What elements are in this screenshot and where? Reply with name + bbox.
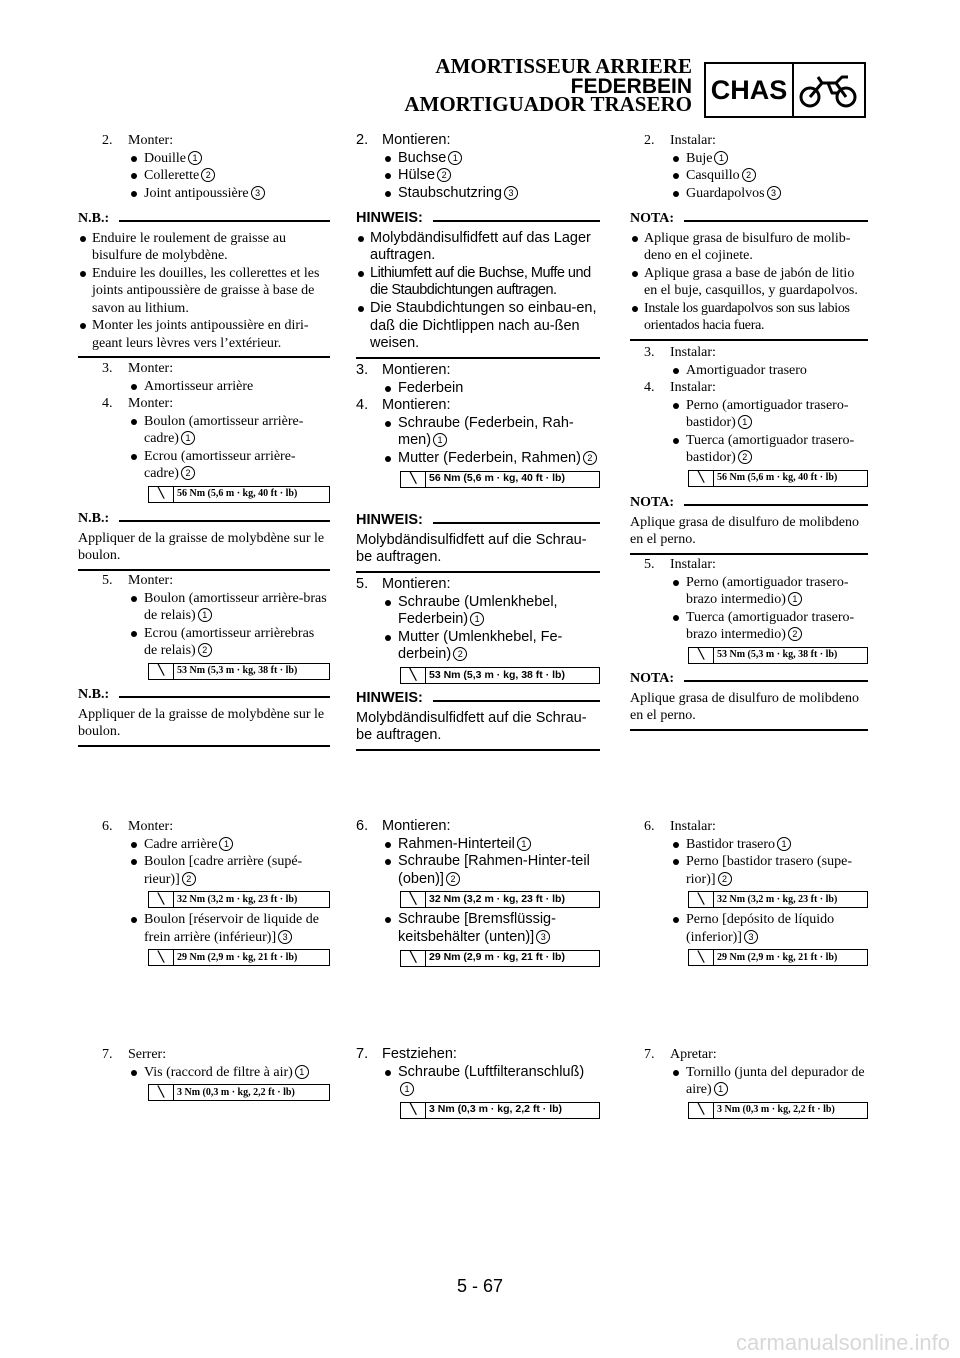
callout-2: 2 <box>181 466 195 480</box>
callout-1: 1 <box>738 415 752 429</box>
title-german: FEDERBEIN <box>570 75 692 98</box>
wrench-icon: ╲ <box>689 1103 714 1118</box>
torque-value: 56 Nm (5,6 m · kg, 40 ft · lb) <box>177 488 298 500</box>
callout-1: 1 <box>198 608 212 622</box>
torque-spec <box>148 486 330 503</box>
section-label: CHAS <box>706 64 794 116</box>
es-note-1 <box>630 210 868 341</box>
step-number: 6. <box>644 819 655 834</box>
torque-value: 3 Nm (0,3 m · kg, 2,2 ft · lb) <box>429 1103 563 1116</box>
callout-2: 2 <box>788 627 802 641</box>
callout-1: 1 <box>470 612 484 626</box>
step-label: Serrer: <box>128 1047 167 1062</box>
step-label: Montieren: <box>382 818 451 834</box>
torque-value: 53 Nm (5,3 m · kg, 38 ft · lb) <box>717 649 838 661</box>
callout-1: 1 <box>188 151 202 165</box>
note-text: Molybdändisulfidfett auf die Schrau-be auftragen. <box>356 531 587 566</box>
step-label: Monter: <box>128 361 174 376</box>
es-step-7 <box>630 1046 868 1122</box>
step-label: Instalar: <box>670 345 716 360</box>
step-number: 2. <box>356 132 369 148</box>
item: Rahmen-Hinterteil <box>398 835 515 852</box>
wrench-icon: ╲ <box>149 664 174 679</box>
de-step-2 <box>356 132 600 202</box>
item: Schraube [Bremsflüssig-keitsbehälter (unten)] <box>398 911 556 945</box>
step-number: 2. <box>644 133 655 148</box>
note-item: Die Staubdichtungen so einbau-en, daß die Dichtlippen nach au-ßen weisen. <box>356 300 600 353</box>
es-note-3 <box>630 670 868 731</box>
item: Ecrou (amortisseur arrièrebras de relais) <box>144 625 315 658</box>
item: Buje <box>686 150 713 166</box>
step-label: Montieren: <box>382 132 451 148</box>
wrench-icon: ╲ <box>401 668 426 683</box>
note-text: Aplique grasa de disulfuro de molibdeno en el perno. <box>630 690 860 723</box>
note-item: Enduire les douilles, les collerettes et les joints antipoussière de graisse à base de savon au lithium. <box>78 265 330 318</box>
item: Schraube (Luftfilteranschluß) <box>398 1063 585 1080</box>
torque-value: 32 Nm (3,2 m · kg, 23 ft · lb) <box>429 893 565 906</box>
wrench-icon: ╲ <box>401 1103 426 1118</box>
callout-2: 2 <box>738 450 752 464</box>
es-step-6 <box>630 818 868 969</box>
item: Cadre arrière <box>144 836 218 852</box>
wrench-icon: ╲ <box>689 471 714 486</box>
step-number: 5. <box>102 573 113 588</box>
step-number: 3. <box>356 362 369 378</box>
item: Mutter (Umlenkhebel, Fe-derbein) <box>398 628 563 663</box>
de-note-1 <box>356 210 600 359</box>
es-step-3-4 <box>630 344 868 490</box>
item: Hülse <box>398 167 436 184</box>
callout-1: 1 <box>219 837 233 851</box>
torque-spec <box>148 663 330 680</box>
step-number: 6. <box>102 819 113 834</box>
torque-spec <box>148 1084 330 1101</box>
step-number: 5. <box>356 576 369 592</box>
step-label: Monter: <box>128 396 174 411</box>
fr-note-3 <box>78 686 330 747</box>
torque-value: 29 Nm (2,9 m · kg, 21 ft · lb) <box>429 951 565 964</box>
note-head: HINWEIS: <box>356 690 423 706</box>
item: Schraube (Federbein, Rah-men) <box>398 414 574 449</box>
callout-2: 2 <box>198 643 212 657</box>
note-item: Lithiumfett auf die Buchse, Muffe und die Staubdichtungen auftragen. <box>356 265 600 300</box>
torque-spec <box>688 470 868 487</box>
callout-1: 1 <box>714 1082 728 1096</box>
callout-2: 2 <box>583 451 597 465</box>
item: Schraube [Rahmen-Hinter-teil (oben)] <box>398 853 590 887</box>
callout-2: 2 <box>182 872 196 886</box>
step-label: Monter: <box>128 819 174 834</box>
wrench-icon: ╲ <box>149 892 174 907</box>
torque-value: 29 Nm (2,9 m · kg, 21 ft · lb) <box>177 951 298 963</box>
fr-note-2 <box>78 510 330 571</box>
note-text: Aplique grasa de disulfuro de molibdeno en el perno. <box>630 514 860 547</box>
step-label: Montieren: <box>382 362 451 378</box>
callout-1: 1 <box>400 1082 414 1096</box>
callout-2: 2 <box>453 647 467 661</box>
callout-2: 2 <box>201 168 215 182</box>
callout-1: 1 <box>448 151 462 165</box>
title-spanish: AMORTIGUADOR TRASERO <box>404 92 692 116</box>
torque-spec <box>148 949 330 966</box>
de-step-6 <box>356 818 600 970</box>
es-note-2 <box>630 494 868 555</box>
note-head: HINWEIS: <box>356 512 423 528</box>
torque-spec <box>400 471 600 488</box>
note-text: Molybdändisulfidfett auf die Schrau-be auftragen. <box>356 709 587 744</box>
callout-3: 3 <box>251 186 265 200</box>
de-step-7 <box>356 1046 600 1122</box>
step-label: Festziehen: <box>382 1046 457 1062</box>
note-head: HINWEIS: <box>356 210 423 226</box>
step-label: Instalar: <box>670 133 716 148</box>
item: Tornillo (junta del depurador de aire) <box>686 1064 865 1097</box>
step-label: Montieren: <box>382 397 451 414</box>
note-head: N.B.: <box>78 211 110 226</box>
callout-3: 3 <box>504 186 518 200</box>
item: Perno [depósito de líquido (inferior)] <box>686 912 835 945</box>
item: Boulon (amortisseur arrière-cadre) <box>144 413 304 446</box>
torque-spec <box>688 647 868 664</box>
item: Tuerca (amortiguador trasero-brazo intermedio) <box>686 609 855 642</box>
note-item: Enduire le roulement de graisse au bisulfure de molybdène. <box>78 230 330 265</box>
item: Amortisseur arrière <box>128 378 330 396</box>
fr-step-2 <box>78 132 330 202</box>
note-item: Monter les joints antipoussière en diri-geant leurs lèvres vers l’extérieur. <box>78 317 330 352</box>
note-head: NOTA: <box>630 671 675 686</box>
note-head: N.B.: <box>78 511 110 526</box>
fr-note-1 <box>78 210 330 358</box>
item: Guardapolvos <box>686 185 765 201</box>
callout-1: 1 <box>788 592 802 606</box>
torque-spec <box>688 1102 868 1119</box>
wrench-icon: ╲ <box>689 648 714 663</box>
step-number: 3. <box>644 345 655 360</box>
callout-1: 1 <box>517 837 531 851</box>
item: Joint antipoussière <box>144 185 249 201</box>
callout-2: 2 <box>437 168 451 182</box>
torque-value: 53 Nm (5,3 m · kg, 38 ft · lb) <box>177 665 298 677</box>
wrench-icon: ╲ <box>401 951 426 966</box>
de-step-3-4 <box>356 362 600 491</box>
torque-spec <box>400 667 600 684</box>
step-number: 4. <box>356 397 369 414</box>
item: Tuerca (amortiguador trasero-bastidor) <box>686 432 855 465</box>
item: Boulon [cadre arrière (supé-rieur)] <box>144 854 303 887</box>
step-number: 2. <box>102 133 113 148</box>
callout-3: 3 <box>278 930 292 944</box>
step-label: Apretar: <box>670 1047 717 1062</box>
callout-3: 3 <box>744 930 758 944</box>
torque-spec <box>688 891 868 908</box>
wrench-icon: ╲ <box>401 892 426 907</box>
watermark: carmanualsonline.info <box>735 1330 950 1355</box>
page-number: 5 - 67 <box>456 1276 504 1296</box>
fr-step-6 <box>78 818 330 969</box>
de-note-3 <box>356 690 600 751</box>
item: Federbein <box>382 380 600 398</box>
torque-value: 32 Nm (3,2 m · kg, 23 ft · lb) <box>177 893 298 905</box>
step-number: 7. <box>644 1047 655 1062</box>
item: Ecrou (amortisseur arrière-cadre) <box>144 448 296 481</box>
item: Mutter (Federbein, Rahmen) <box>398 449 581 466</box>
note-head: NOTA: <box>630 211 675 226</box>
note-item: Aplique grasa de bisulfuro de molib-deno en el cojinete. <box>630 230 868 265</box>
torque-spec <box>400 891 600 908</box>
step-number: 6. <box>356 818 369 834</box>
title-french: AMORTISSEUR ARRIERE <box>435 54 692 78</box>
de-note-2 <box>356 512 600 573</box>
torque-spec <box>688 949 868 966</box>
callout-1: 1 <box>433 433 447 447</box>
wrench-icon: ╲ <box>689 950 714 965</box>
wrench-icon: ╲ <box>689 892 714 907</box>
torque-spec <box>400 1102 600 1119</box>
item: Perno (amortiguador trasero-brazo intermedio) <box>686 574 849 607</box>
es-step-2 <box>630 132 868 202</box>
item: Perno [bastidor trasero (supe-rior)] <box>686 854 853 887</box>
item: Buchse <box>398 149 447 166</box>
fr-step-5 <box>78 572 330 683</box>
step-label: Monter: <box>128 133 174 148</box>
item: Douille <box>144 150 186 166</box>
step-number: 7. <box>102 1047 113 1062</box>
torque-value: 53 Nm (5,3 m · kg, 38 ft · lb) <box>429 668 565 681</box>
callout-2: 2 <box>718 872 732 886</box>
wrench-icon: ╲ <box>149 950 174 965</box>
torque-value: 3 Nm (0,3 m · kg, 2,2 ft · lb) <box>717 1104 835 1116</box>
note-text: Appliquer de la graisse de molybdène sur le boulon. <box>78 706 325 739</box>
note-head: N.B.: <box>78 687 110 702</box>
fr-step-3-4 <box>78 360 330 506</box>
item: Boulon (amortisseur arrière-bras de relais) <box>144 590 327 623</box>
wrench-icon: ╲ <box>149 487 174 502</box>
step-number: 4. <box>644 380 655 395</box>
step-label: Instalar: <box>670 819 716 834</box>
step-label: Instalar: <box>670 557 716 572</box>
item: Perno (amortiguador trasero-bastidor) <box>686 397 849 430</box>
callout-2: 2 <box>446 872 460 886</box>
de-step-5 <box>356 576 600 687</box>
step-label: Montieren: <box>382 576 451 592</box>
section-badge <box>704 62 866 118</box>
motorcycle-icon <box>794 64 864 116</box>
note-item: Molybdändisulfidfett auf das Lager auftragen. <box>356 230 600 265</box>
note-item: Aplique grasa a base de jabón de litio en el buje, casquillos, y guardapolvos. <box>630 265 868 300</box>
item: Amortiguador trasero <box>670 362 868 380</box>
torque-value: 56 Nm (5,6 m · kg, 40 ft · lb) <box>717 472 838 484</box>
step-number: 7. <box>356 1046 369 1062</box>
step-label: Monter: <box>128 573 174 588</box>
step-number: 5. <box>644 557 655 572</box>
fr-step-7 <box>78 1046 330 1104</box>
item: Bastidor trasero <box>686 836 776 852</box>
torque-value: 3 Nm (0,3 m · kg, 2,2 ft · lb) <box>177 1086 295 1098</box>
callout-1: 1 <box>295 1065 309 1079</box>
torque-value: 29 Nm (2,9 m · kg, 21 ft · lb) <box>717 951 838 963</box>
torque-spec <box>148 891 330 908</box>
item: Vis (raccord de filtre à air) <box>144 1064 293 1080</box>
wrench-icon: ╲ <box>149 1085 174 1100</box>
callout-2: 2 <box>742 168 756 182</box>
item: Casquillo <box>686 168 740 183</box>
note-item: Instale los guardapolvos son sus labios orientados hacia fuera. <box>630 300 868 335</box>
wrench-icon: ╲ <box>401 472 426 487</box>
item: Staubschutzring <box>398 184 502 201</box>
callout-1: 1 <box>777 837 791 851</box>
note-text: Appliquer de la graisse de molybdène sur le boulon. <box>78 530 325 563</box>
note-head: NOTA: <box>630 495 675 510</box>
step-number: 3. <box>102 361 113 376</box>
callout-3: 3 <box>767 186 781 200</box>
callout-1: 1 <box>181 431 195 445</box>
item: Schraube (Umlenkhebel, Federbein) <box>398 593 558 628</box>
callout-3: 3 <box>536 930 550 944</box>
torque-value: 56 Nm (5,6 m · kg, 40 ft · lb) <box>429 472 565 485</box>
step-label: Instalar: <box>670 380 716 395</box>
callout-1: 1 <box>714 151 728 165</box>
item: Boulon [réservoir de liquide de frein arrière (inférieur)] <box>144 912 319 945</box>
es-step-5 <box>630 556 868 667</box>
torque-spec <box>400 950 600 967</box>
step-number: 4. <box>102 396 113 411</box>
torque-value: 32 Nm (3,2 m · kg, 23 ft · lb) <box>717 893 838 905</box>
item: Collerette <box>144 168 200 183</box>
